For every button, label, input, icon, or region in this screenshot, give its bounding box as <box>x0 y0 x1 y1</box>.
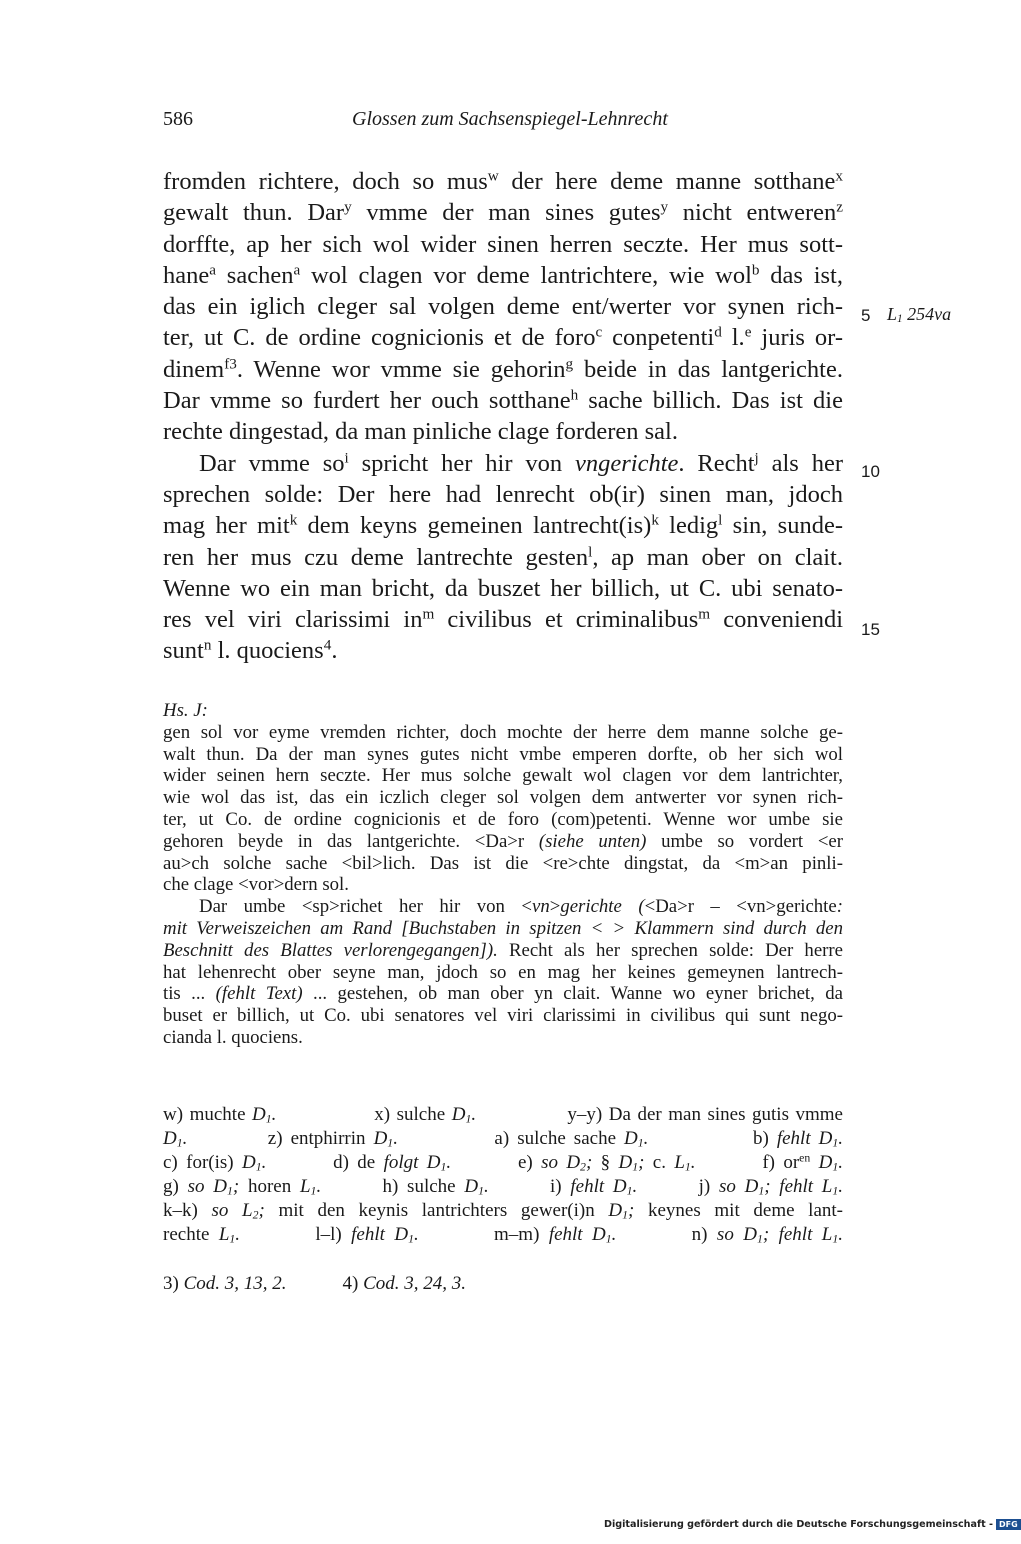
hs-line: au>ch solche sache <bil>lich. Das ist die <re>chte dingstat, da <m>an pinli- <box>163 852 843 874</box>
dfg-text: Digitalisierung gefördert durch die Deutsche Forschungsgemeinschaft - <box>604 1519 994 1530</box>
dfg-logo: DFG <box>996 1519 1021 1530</box>
page-number: 586 <box>163 108 193 130</box>
hs-line: Beschnitt des Blattes verlorengegangen]). Recht als her sprechen solde: Der herre <box>163 939 843 961</box>
hs-line: che clage <vor>dern sol. <box>163 874 349 896</box>
critical-apparatus <box>163 1103 843 1247</box>
hs-label: Hs. J: <box>163 700 208 721</box>
text-line: ter, ut C. de ordine cognicionis et de foro$^c$ conpetenti$^d$ l.$^e$ juris or- <box>163 324 843 352</box>
main-text <box>163 166 843 667</box>
dfg-footer <box>604 1519 1021 1530</box>
apparatus-line: w) muchte $D_1$. x) sulche $D_1$. y–y) Da der man sines gutis vmme <box>163 1104 843 1126</box>
apparatus-line: rechte $L_1$. l–l) fehlt $D_1$. m–m) fehlt $D_1$. n) so $D_1$; fehlt $L_1$. <box>163 1224 843 1246</box>
margin-reference: $L_1$ 254va <box>887 304 952 326</box>
footnote-3: 3) Cod. 3, 13, 2. <box>163 1273 287 1294</box>
line-number-10: 10 <box>861 462 880 481</box>
hs-line: walt thun. Da der man synes gutes nicht vmbe emperen dorfte, ob her sich wol <box>163 743 843 765</box>
footnote-4: 4) Cod. 3, 24, 3. <box>342 1273 467 1294</box>
text-line: fromden richtere, doch so mus$^w$ der here deme manne sotthane$^x$ <box>163 167 843 195</box>
hs-line: mit Verweiszeichen am Rand [Buchstaben in spitzen < > Klammern sind durch den <box>163 917 843 939</box>
line-number-5: 5 <box>861 306 871 325</box>
line-number-15: 15 <box>861 620 880 639</box>
apparatus-line: c) for(is) $D_1$. d) de folgt $D_1$. e) so $D_2$; § $D_1$; c. $L_1$. f) $or^{en}$ $D_1$. <box>163 1151 844 1174</box>
hs-line: Dar umbe <sp>richet her hir von <vn>gerichte (<Da>r – <vn>gerichte: <box>199 896 844 918</box>
text-line: sunt$^n$ l. quociens$^4$. <box>163 637 338 665</box>
hs-line: hat lehenrecht ober seyne man, jdoch so en mag her keines gemeynen lantrech- <box>163 961 843 983</box>
apparatus-line: $D_1$. z) entphirrin $D_1$. a) sulche sache $D_1$. b) fehlt $D_1$. <box>163 1128 844 1150</box>
apparatus-line: k–k) so $L_2$; mit den keynis lantrichters gewer(i)n $D_1$; keynes mit deme lant- <box>163 1200 843 1222</box>
hs-line: wie wol das ist, das ein iczlich cleger sol volgen dem antwerter vor synen rich- <box>163 787 843 809</box>
text-line: res vel viri clarissimi $in^m$ civilibus et criminalibus$^m$ conveniendi <box>163 605 843 634</box>
text-line: dinem$^{f3}$. Wenne wor vmme sie gehorin$^g$ beide in das lantgerichte. <box>163 355 843 383</box>
hs-line: gen sol vor eyme vremden richter, doch mochte der herre dem manne solche ge- <box>163 721 843 743</box>
hs-line: buset er billich, ut Co. ubi senatores vel viri clarissimi in civilibus qui sunt nego- <box>163 1005 843 1027</box>
text-line: das ein iglich cleger sal volgen deme ent/werter vor synen rich- <box>163 293 843 321</box>
text-line: Dar vmme $so^i$ spricht her hir von vngerichte. Recht$^j$ als her <box>199 449 843 477</box>
apparatus-line: g) so $D_1$; horen $L_1$. h) sulche $D_1$. i) fehlt $D_1$. j) so $D_1$; fehlt $L_1$. <box>163 1176 844 1198</box>
text-line: Dar vmme so furdert her ouch sotthane$^h$ sache billich. Das ist die <box>163 386 843 415</box>
footnotes <box>163 1273 466 1295</box>
text-line: mag her mit$^k$ dem keyns gemeinen lantrecht(is)$^k$ ledig$^l$ sin, sunde- <box>163 511 843 540</box>
hs-line: tis ... (fehlt Text) ... gestehen, ob man ober yn clait. Wanne wo eyner brichet, da <box>163 983 843 1005</box>
hs-line: cianda l. quociens. <box>163 1026 303 1048</box>
text-line: gewalt thun. Dar$^y$ vmme der man sines gutes$^y$ nicht entweren$^z$ <box>163 198 843 227</box>
text-line: sprechen solde: Der here had lenrecht ob(ir) sinen man, jdoch <box>163 480 843 508</box>
running-title: Glossen zum Sachsenspiegel-Lehnrecht <box>352 108 668 130</box>
text-line: rechte dingestad, da man pinliche clage forderen sal. <box>163 418 678 446</box>
text-line: dorffte, ap her sich wol wider sinen herren seczte. Her mus sott- <box>163 230 843 258</box>
hs-line: ter, ut Co. de ordine cognicionis et de foro (com)petenti. Wenne wor umbe sie <box>163 808 843 830</box>
hs-line: gehoren beyde in das lantgerichte. <Da>r (siehe unten) umbe so vordert <er <box>163 830 844 852</box>
hs-line: wider seinen hern seczte. Her mus solche gewalt wol clagen vor dem lantrichter, <box>163 765 843 787</box>
text-line: ren her mus czu deme lantrechte gesten$^l$, ap man ober on clait. <box>163 543 843 571</box>
text-line: Wenne wo ein man bricht, da buszet her billich, ut C. ubi senato- <box>163 574 843 602</box>
hs-j-variant-text <box>163 700 843 1049</box>
text-line: hane$^a$ sachen$^a$ wol clagen vor deme lantrichtere, wie wol$^b$ das ist, <box>163 261 843 289</box>
